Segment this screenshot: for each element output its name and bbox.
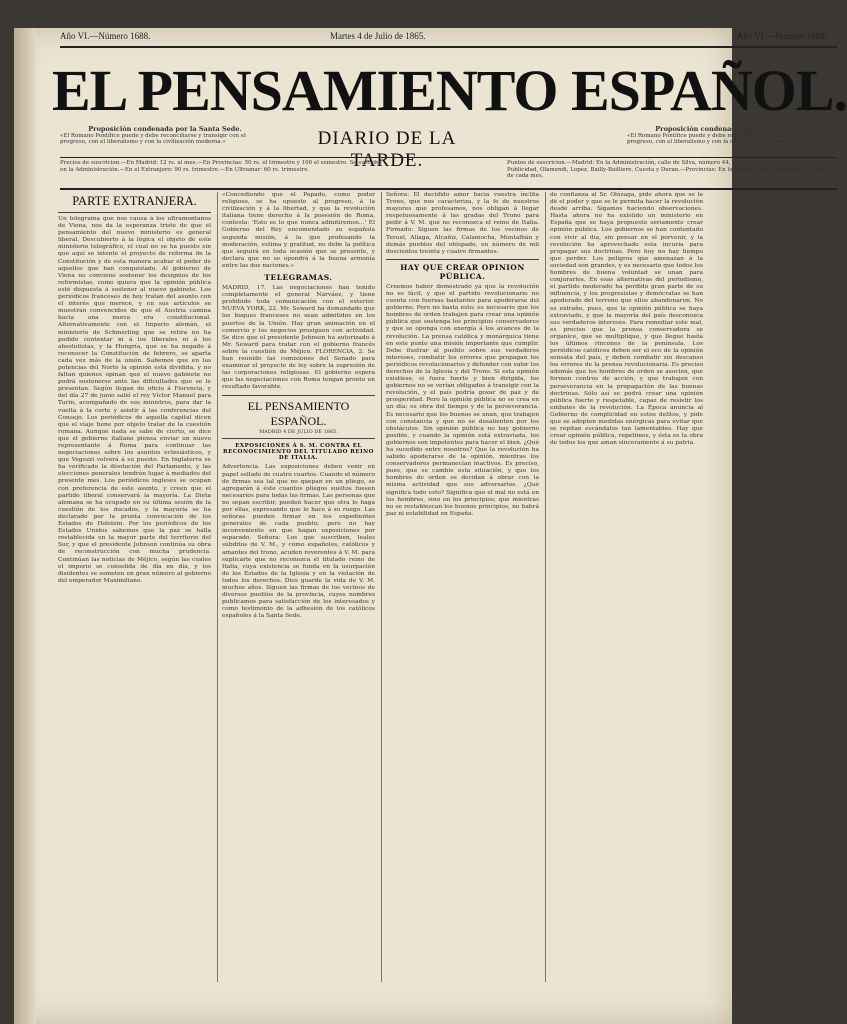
masthead-subtitle: DIARIO DE LA TARDE. bbox=[317, 128, 457, 171]
article-text: «Concediendo que el Papado, como poder religioso, se ha opuesto al progreso, á la civilización y á la libertad, y que la revolución italiana tiene derecho á la posesión de Roma, contesta: 'Esto es lo que nunca admitiremos...' El Gobierno del Rey encomendado su española segunda misión, á la que profesando la moderación, estima y gratitud, no debe la política que seguirá en toda ocasión que se presente, y declara que no se opondrá á la buena armonía entre las dos naciones.» bbox=[222, 192, 375, 269]
heading-rule bbox=[58, 212, 211, 213]
telegrams-text: MADRID, 17. Las negociaciones han tenido completamente el general Narváez, y tiene prohibido toda comunicación con el exterior. NUEVA YORK, 22. Mr. Seward ha demandado que los buques franceses no sean admitidos en los puertos de la Unión. Hay gran animación en el comercio y los negocios prosiguen con actividad. Se dice que el presidente Johnson ha autorizado á Mr. Seward para tratar con el gobierno francés sobre la cuestión de Méjico. FLORENCIA, 2. Se han reunido las comisiones del Senado para examinar el proyecto de ley sobre la supresión de las corporaciones religiosas. El gobierno espera que las negociaciones con Roma tengan pronto un resultado favorable. bbox=[222, 285, 375, 391]
subscription-points: Puntos de suscricion.—Madrid: En la Administración, calle de Silva, número 44, entresuelo, y en las librerías de la Publicidad, Olamendi, Lopez, Bailly-Bailliere, Cuesta y Duran.—Provincias: En los puntos que se anuncian al último de cada mes. bbox=[507, 160, 830, 179]
section-rule bbox=[386, 259, 539, 260]
motto-right-body: «El Romano Pontífice puede y debe reconciliarse y transigir con el progreso, con el liberalismo y con la civilización moderna.» bbox=[627, 132, 813, 145]
column-3 bbox=[386, 192, 539, 982]
issue-number-right: Año VI.—Número 1688. bbox=[736, 31, 827, 41]
subscription-rule-top bbox=[60, 157, 837, 158]
motto-right bbox=[627, 126, 837, 146]
article-text: Un telegrama que nos causa á los ultramontanos de Viena, nos da la esperanza triste de que el pensamiento del nuevo ministerio es general liberal. Descubierto á la lógica el objeto de este ministerio telegráfico, el cual no se ha puesto sin que aquí se intente el proyecto de reforma de la Constitución y de esta manera acabar el poder de aquellos que han conquistado. Al gobierno de Viena no conviene sostener los designios de los reformistas, como quiera que la opinión pública esté dispuesta á sostener al nuevo gabinete. Los periódicos franceses de hoy tratan del asunto con el interés que merece, y en sus artículos se muestran convencidos de que el Austria camina hacia una nueva era constitucional. Alternativamente con el Imperio alemán, el ministerio de Schmerling que se retira no ha podido contentar ni á los liberales ni á los absolutistas, y la Hungría, que se ha negado á reconocer la Constitución de febrero, se aparta cada vez más de la unión. Sabemos que en las potencias del Norte la opinión está dividida, y no faltan quienes opinan que el nuevo gabinete no podrá sostenerse ante las dificultades que se le presentan. Según llegan de oficio á Florencia, y del día 27 de junio salió el rey Víctor Manuel para Turin, acompañado de sus ministros, para dar la vuelta á la corte y asistir á las conferencias del Consejo. Los periódicos de aquella capital dicen que el viaje tiene por objeto tratar de la cuestión romana. Aunque nada se sabe de cierto, se dice que el gobierno italiano piensa enviar un nuevo representante á Roma para continuar las negociaciones sobre los asuntos eclesiásticos, y que Vegezzi volverá á su puesto. En Inglaterra se ha verificado la disolución del Parlamento, y las elecciones generales tendrán lugar á mediados del presente mes. Los periódicos ingleses se ocupan con preferencia de este asunto, y creen que el partido liberal conservará la mayoría. La Dieta alemana se ha ocupado en su última sesión de la cuestión de los ducados, y la mayoría se ha declarado por la pronta convocación de los Estados de Holstein. Por los periódicos de los Estados Unidos sabemos que la paz se halla restablecida en la mayor parte del territorio del Sur, y que el presidente Johnson continúa su obra de reconstrucción con mucha prudencia. Continúan las noticias de Méjico, según las cuales el imperio se consolida de día en día, y los disidentes se someten en gran número al gobierno del emperador Maximiliano. bbox=[58, 216, 211, 584]
public-opinion-heading: HAY QUE CREAR OPINION PÚBLICA. bbox=[400, 262, 525, 281]
motto-left-head: Proposición condenada por la Santa Sede. bbox=[88, 125, 242, 133]
column-1 bbox=[58, 192, 211, 982]
issue-number-left: Año VI.—Número 1688. bbox=[60, 31, 151, 41]
section-heading-foreign: PARTE EXTRANJERA. bbox=[72, 194, 197, 208]
editorial-box bbox=[222, 395, 375, 439]
column-2 bbox=[222, 192, 375, 982]
subscription-prices: Precios de suscricion.—En Madrid: 12 rs. al mes.—En Provincias: 50 rs. el trimestre y 100 el semestre. Se suscribe en la Administración.—En el Extranjero: 90 rs. trimestre.—En Ultramar: 60 rs. trimestre. bbox=[60, 160, 382, 173]
article-text: Creemos haber demostrado ya que la revolución no es fácil, y que el partido revolucionario no cuenta con fuerzas bastantes para apoderarse del gobierno. Pero no basta esto; es necesario que los hombres de orden trabajen para crear una opinión pública que sostenga los principios conservadores y que se oponga con energía á los avances de la revolución. La prensa católica y monárquica tiene en este punto una misión importante que cumplir. Debe ilustrar al pueblo sobre sus verdaderos intereses, combatir los errores que propagan los periódicos revolucionarios y defender con valor los derechos de la Iglesia y del Trono. Si esta opinión existiese, si fuera fuerte y bien dirigida, los gobiernos no se verían obligados á transigir con la revolución, y el país podría gozar de paz y de prosperidad. Pero la opinión pública no se crea en un día; es obra del tiempo y de la perseverancia. Es necesario que los buenos se unan, que trabajen con constancia y que no se desalienten por los obstáculos. Sin opinión pública no hay gobierno posible, y cuando la opinión está extraviada, los gobiernos son impotentes para hacer el bien. ¿Qué ha sucedido entre nosotros? Que la revolución ha sabido apoderarse de la opinión, mientras los conservadores permanecían inactivos. Es preciso, pues, que se cambie esta situación, y que los hombres de orden se decidan á obrar con la misma actividad que sus adversarios. ¿Qué significa todo esto? Significa que el mal no está en los hombres, sino en los principios; que mientras no se restablezcan los buenos principios, no habrá paz ni estabilidad en España. bbox=[386, 283, 539, 517]
subscription-rule-bottom bbox=[60, 188, 837, 190]
article-columns bbox=[58, 192, 708, 982]
subscription-info bbox=[60, 160, 837, 186]
header-rule bbox=[60, 46, 837, 48]
petitions-heading: EXPOSICIONES Á S. M. CONTRA EL RECONOCIMIENTO DEL TITULADO REINO DE ITALIA. bbox=[223, 443, 374, 462]
motto-left bbox=[60, 126, 270, 146]
column-4 bbox=[550, 192, 703, 982]
issue-line bbox=[60, 31, 827, 43]
editorial-date: MADRID 4 DE JULIO DE 1865. bbox=[259, 429, 338, 436]
motto-right-head: Proposición condenada por la Santa Sede. bbox=[655, 125, 809, 133]
article-text: Señora: El decidido amor hacia vuestra ínclita Trono, que nos caracteriza, y la fe de nuestros mayores que profesamos, nos obligan á llegar respetuosamente á las gradas del Trono para pedir á V. M. que no reconozca el reino de Italia. Firmado: Siguen las firmas de los vecinos de Teruel, Aliaga, Alcañiz, Calamocha, Montalbán y demás pueblos del obispado, en número de mil doscientos treinta y cuatro firmantes. bbox=[386, 192, 539, 255]
motto-left-body: «El Romano Pontífice puede y debe reconciliarse y transigir con el progreso, con el liberalismo y con la civilización moderna.» bbox=[60, 132, 246, 145]
issue-date: Martes 4 de Julio de 1865. bbox=[330, 31, 426, 41]
masthead-title: EL PENSAMIENTO ESPAÑOL. bbox=[52, 58, 847, 123]
telegrams-heading: TELEGRAMAS. bbox=[264, 273, 333, 283]
page-binding bbox=[14, 28, 36, 1024]
article-text: de confianza al Sr. Olózaga, pide ahora que se le dé el poder y que se le permita hacer la revolución desde arriba. Sigamos haciendo observaciones. Hasta ahora no ha existido un ministerio en España que se haya propuesto seriamente crear opinión pública. Los gobiernos se han contentado con vivir al día, sin pensar en el porvenir, y la revolución ha aprovechado esta incuria para propagar sus doctrinas. Pero hoy no hay tiempo que perder. Los peligros que amenazan á la sociedad son grandes, y es necesario que todos los hombres de buena voluntad se unan para conjurarlos. En esas alternativas del periodismo, el partido moderado ha perdido gran parte de su influencia, y los progresistas y demócratas se han apoderado del terreno que ellos abandonaron. No es extraño, pues, que la opinión pública se haya extraviado, y que la mayoría del país desconozca sus verdaderos intereses. Para remediar este mal, es preciso que la prensa conservadora se organice, que se multiplique, y que llegue hasta los últimos rincones de la península. Los periódicos católicos deben ser el eco de la opinión sensata del país, y deben combatir sin descanso los errores de la prensa revolucionaria. Es preciso además que los hombres de orden se asocien, que formen centros de acción, y que trabajen con perseverancia en la propagación de las buenas doctrinas. Sólo así se podrá crear una opinión pública fuerte y respetable, capaz de resistir los embates de la revolución. La Época anuncia al Gobierno de complicidad en estos delitos, y pide que se adopten medidas enérgicas para evitar que se repitan escándalos tan lamentables. Hay que crear opinión pública, repetimos, y ésta es la obra de todos los que aman sinceramente á su patria. bbox=[550, 192, 703, 447]
article-text: Advertencia. Las exposiciones deben venir en papel sellado de cuatro cuartos. Cuando el número de firmas sea tal que no quepan en un pliego, se agregarán á éste cuantos pliegos sueltos fuesen necesarios para todas las firmas. Las personas que no sepan escribir, pueden hacer que otra lo haga por ellas, expresando que lo hace á su ruego. Las señoras pueden firmar en los expedientes generales de cada pueblo; pero no hay inconveniente en que hagan exposiciones por separado. Señora: Los que suscriben, leales súbditos de V. M., y como españoles, católicos y amantes del trono, acuden reverentes á V. M. para suplicarle que no reconozca el titulado reino de Italia, cuya existencia se funda en la usurpación de los Estados de la Iglesia y en la violación de todos los derechos. Dios guarde la vida de V. M. muchos años. Siguen las firmas de los vecinos de diversos pueblos de la provincia, cuyos nombres publicamos para satisfacción de los interesados y como testimonio de la adhesión de los católicos españoles á la Santa Sede. bbox=[222, 464, 375, 620]
editorial-title: EL PENSAMIENTO ESPAÑOL. bbox=[247, 399, 350, 429]
